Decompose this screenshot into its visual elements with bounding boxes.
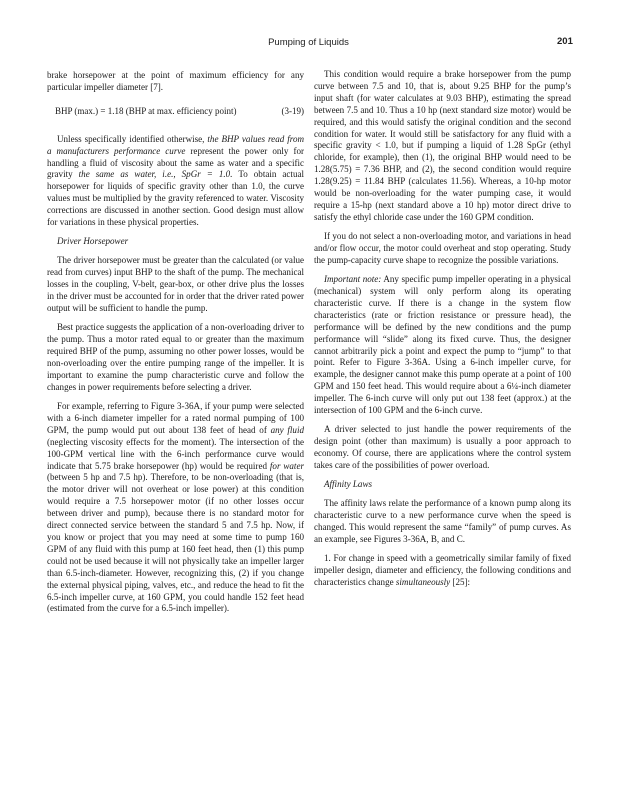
paragraph: A driver selected to just handle the power requirements of the design point (other than maximum) is usually a poor approach to economy. Of course, there are applications where the control system takes care of the possibilities of power overload. <box>314 424 571 470</box>
equation-text: BHP (max.) = 1.18 (BHP at max. efficiency point) <box>55 105 237 116</box>
paragraph: Unless specifically identified otherwise, the BHP values read from a manufacturers performance curve represent the power only for handling a fluid of viscosity about the same as water and a specific gravity the same as water, i.e., SpGr = 1.0. To obtain actual horsepower for liquids of specific gravity other than 1.0, the curve values must be multiplied by the gravity referenced to water. Viscosity corrections are discussed in another section. Good design must allow for variations in these physical properties. <box>47 133 305 228</box>
page-number: 201 <box>557 36 573 47</box>
paragraph: Important note: Any specific pump impeller operating in a physical (mechanical) system will only perform along its operating characteristic curve. If there is a change in the system flow characteristics (rate or friction resistance or pressure head), the performance will be defined by the new conditions and the pump performance will “slide” along its fixed curve. Thus, the designer cannot arbitrarily pick a point and expect the pump to “jump” to that point. Refer to Figure 3-36A. Using a 6-inch impeller curve, for example, the designer cannot make this pump operate at a point of 100 GPM and 150 feet head. This would require about a 6¼-inch diameter impeller. The 6-inch curve will only put out 138 feet (approx.) at the intersection of 100 GPM and the 6-inch curve. <box>314 274 571 416</box>
left-column <box>47 70 304 623</box>
paragraph: Best practice suggests the application of a non-overloading driver to the pump. Thus a motor rated equal to or greater than the maximum required BHP of the pump, assuming no other power losses, would be non-overloading over the entire pumping range of the impeller. It is important to examine the pump characteristic curve and follow the changes in power requirements before selecting a driver. <box>47 322 304 392</box>
equation-number: (3-19) <box>281 105 304 116</box>
paragraph: 1. For change in speed with a geometrically similar family of fixed impeller design, diameter and efficiency, the following conditions and characteristics change simultaneously [25]: <box>314 553 571 588</box>
right-column <box>314 69 571 596</box>
paragraph: If you do not select a non-overloading motor, and variations in head and/or flow occur, the motor could overheat and stop operating. Study the pump-capacity curve shape to recognize the possible variations. <box>314 231 571 265</box>
section-heading-driver-horsepower: Driver Horsepower <box>57 236 129 247</box>
equation-3-19 <box>55 106 304 118</box>
paragraph: The affinity laws relate the performance of a known pump along its characteristic curve to a new performance curve when the speed is changed. This would represent the same “family” of pump curves. As an example, see Figures 3-36A, B, and C. <box>314 498 571 545</box>
paragraph: brake horsepower at the point of maximum efficiency for any particular impeller diameter [7]. <box>47 70 304 92</box>
section-heading-affinity-laws: Affinity Laws <box>324 479 373 490</box>
paragraph: This condition would require a brake horsepower from the pump curve between 7.5 and 10, that is, about 9.25 BHP for the pump’s input shaft (for water calculates at 9.03 BHP), estimating the spread between 7.5 and 10. Thus a 10 hp (next standard size motor) would be required, and this would satisfy the original condition and the second condition for water. It would still be satisfactory for any fluid with a specific gravity < 1.0, but if pumping a liquid of 1.28 SpGr (ethyl chloride, for example), then (1), the original BHP would need to be 1.28(5.75) = 7.36 BHP, and (2), the second condition would require 1.28(9.25) = 11.84 BHP (calculates 11.56). Whereas, a 10-hp motor would be non-overloading for the water pumping case, it would require a 15-hp (next standard above a 10 hp) motor direct drive to satisfy the ethyl chloride case under the 160 GPM condition. <box>314 69 571 222</box>
running-header-title: Pumping of Liquids <box>268 37 349 48</box>
paragraph: The driver horsepower must be greater than the calculated (or value read from curves) input BHP to the shaft of the pump. The mechanical losses in the coupling, V-belt, gear-box, or other drive plus the losses in the driver must be accounted for in order that the driver rated power output will be sufficient to handle the pump. <box>47 255 304 314</box>
paragraph: For example, referring to Figure 3-36A, if your pump were selected with a 6-inch diameter impeller for a rated normal pumping of 100 GPM, the pump would put out about 138 feet of head of any fluid (neglecting viscosity effects for the moment). The intersection of the 100-GPM vertical line with the 6-inch performance curve would indicate that 5.75 brake horsepower (hp) would be required for water (between 5 hp and 7.5 hp). Therefore, to be non-overloading (that is, the motor driver will not overheat or lose power) at this condition would require a 7.5 horsepower motor (if no other losses occur between driver and pump), because there is no standard motor for direct connected service between the standard 5 and 7.5 hp. Now, if you know or project that you may need at some time to pump 160 GPM of any fluid with this pump at 160 feet head, then (1) this pump could not be used because it will not physically take an impeller larger than 6.5-inch-diameter. However, recognizing this, (2) if you change the external physical piping, valves, etc., and reduce the head to fit the 6.5-inch impeller curve, at 160 GPM, you could handle 152 feet head (estimated from the curve for a 6.5-inch impeller). <box>47 401 304 614</box>
